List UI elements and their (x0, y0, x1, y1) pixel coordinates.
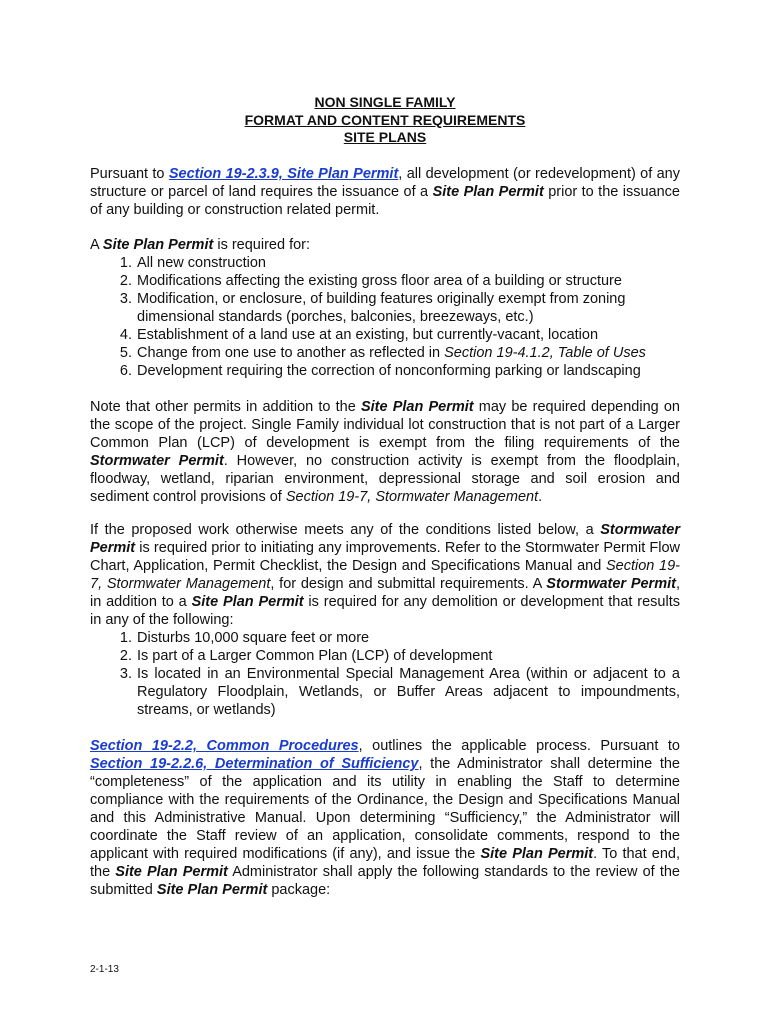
page-footer-date: 2-1-13 (90, 964, 119, 975)
text: If the proposed work otherwise meets any of the conditions listed below, a (90, 522, 601, 538)
emphasis: Site Plan Permit (360, 399, 474, 415)
paragraph-other-permits (90, 398, 680, 506)
emphasis: Site Plan Permit (102, 237, 214, 253)
text: is required prior to initiating any improvements. Refer to the Stormwater Permit Flow Chart, Application, Permit Checklist, the Design and Specifications Manual and (90, 540, 680, 574)
list-item: 3. Is located in an Environmental Special Management Area (within or adjacent to a Regulatory Floodplain, Wetlands, or Buffer Areas adjacent to impoundments, streams, or wetlands) (136, 665, 680, 719)
text: prior to the issuance of any building or construction related permit. (90, 184, 680, 218)
list-item: 3. Modification, or enclosure, of building features originally exempt from zoning dimensional standards (porches, balconies, breezeways, etc.) (136, 290, 680, 326)
text: Change from one use to another as reflected in (137, 345, 445, 361)
text: . (538, 489, 543, 505)
text: , outlines the applicable process. Pursuant to (358, 738, 680, 754)
text: package: (267, 882, 331, 898)
emphasis: Site Plan Permit (191, 594, 304, 610)
list-item: 2. Is part of a Larger Common Plan (LCP) of development (136, 647, 680, 665)
reference: Section 19-4.1.2, Table of Uses (444, 345, 646, 361)
text: , in addition to a (90, 576, 680, 610)
required-for-list (90, 254, 680, 380)
emphasis: Stormwater Permit (546, 576, 676, 592)
text: , all development (or redevelopment) of any structure or parcel of land requires the issuance of a (90, 166, 680, 200)
paragraph-body (90, 521, 680, 629)
list-item: 2. Modifications affecting the existing gross floor area of a building or structure (136, 272, 680, 290)
list-item: 6. Development requiring the correction of nonconforming parking or landscaping (136, 362, 680, 380)
text: , for design and submittal requirements. A (270, 576, 547, 592)
text: is required for: (213, 237, 311, 253)
paragraph-procedures (90, 737, 680, 899)
title-line-1: NON SINGLE FAMILY (314, 94, 456, 110)
paragraph-intro (90, 165, 680, 219)
reference: Section 19-7, Stormwater Management (285, 489, 539, 505)
list-item: 4. Establishment of a land use at an existing, but currently-vacant, location (136, 326, 680, 344)
title-line-2: FORMAT AND CONTENT REQUIREMENTS (244, 111, 526, 128)
paragraph-required-for (90, 236, 680, 380)
emphasis: Site Plan Permit (480, 846, 594, 862)
text: . To that end, the (90, 846, 681, 880)
stormwater-conditions-list (90, 629, 680, 719)
document-title (0, 94, 770, 147)
emphasis: Site Plan Permit (432, 184, 544, 200)
link-determination-of-sufficiency[interactable]: Section 19-2.2.6, Determination of Sufficiency (90, 756, 419, 772)
list-item (136, 344, 680, 362)
text: Pursuant to (90, 166, 169, 182)
paragraph-stormwater (90, 521, 680, 719)
text: Administrator shall apply the following standards to the review of the submitted (90, 864, 680, 898)
text: A (90, 237, 103, 253)
emphasis: Stormwater Permit (90, 522, 680, 556)
emphasis: Stormwater Permit (90, 453, 224, 469)
link-site-plan-permit[interactable]: Section 19-2.3.9, Site Plan Permit (168, 166, 399, 182)
emphasis: Site Plan Permit (115, 864, 228, 880)
text: . However, no construction activity is exempt from the floodplain, floodway, wetland, riparian environment, depressional storage and soil erosion and sediment control provisions of (90, 453, 680, 505)
text: , the Administrator shall determine the “completeness” of the application and its utility in enabling the Staff to determine compliance with the requirements of the Ordinance, the Design and Specifications Manual and this Administrative Manual. Upon determining “Sufficiency,” the Administrator will coordinate the Staff review of an application, consolidate comments, respond to the applicant with required modifications (if any), and issue the (90, 756, 680, 862)
text: Note that other permits in addition to the (90, 399, 361, 415)
emphasis: Site Plan Permit (156, 882, 268, 898)
title-line-3: SITE PLANS (343, 129, 427, 145)
reference: Section 19-7, Stormwater Management (90, 558, 680, 592)
list-item: 1. Disturbs 10,000 square feet or more (136, 629, 680, 647)
list-intro (90, 236, 680, 254)
link-common-procedures[interactable]: Section 19-2.2, Common Procedures (90, 738, 359, 754)
text: may be required depending on the scope of the project. Single Family individual lot construction that is not part of a Larger Common Plan (LCP) of development is exempt from the filing requirements of the (90, 399, 680, 451)
list-item: 1. All new construction (136, 254, 680, 272)
text: is required for any demolition or development that results in any of the following: (90, 594, 680, 628)
